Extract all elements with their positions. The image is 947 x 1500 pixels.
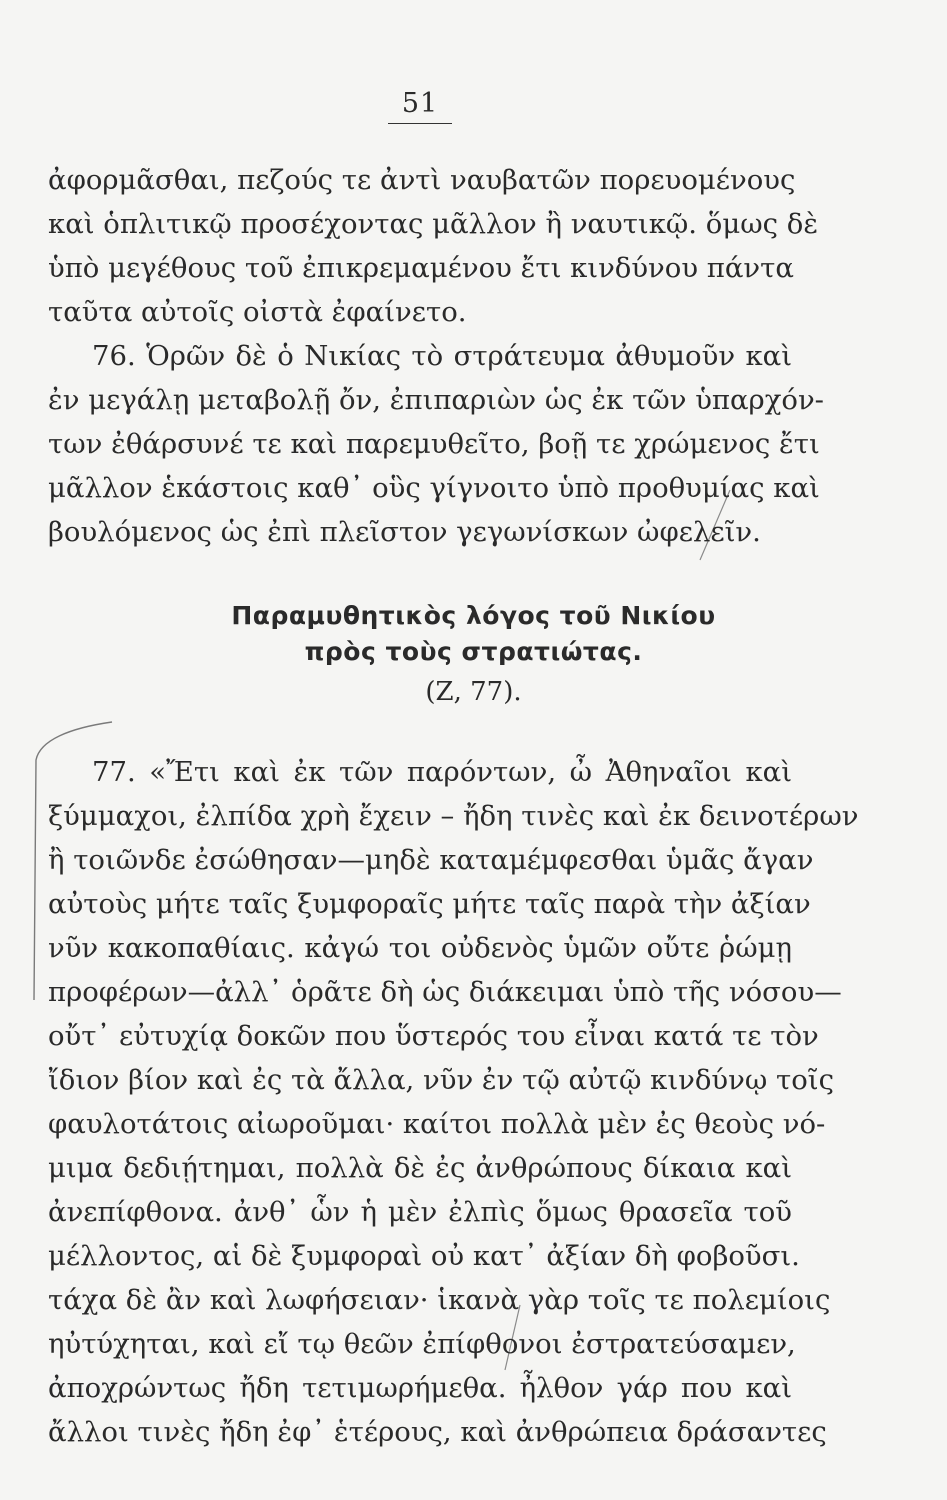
text-line: φαυλοτάτοις αἰωροῦμαι· καίτοι πολλὰ μὲν ἐς θεοὺς νό- [48, 1108, 826, 1140]
text-line: ἀποχρώντως ἤδη τετιμωρήμεθα. ἦλθον γάρ που καὶ [48, 1372, 792, 1404]
text-line: των ἐθάρσυνέ τε καὶ παρεμυθεῖτο, βοῇ τε χρώμενος ἔτι [48, 428, 820, 460]
section-heading: Παραμυθητικὸς λόγος τοῦ Νικίου [231, 601, 716, 630]
text-line: ἴδιον βίον καὶ ἐς τὰ ἄλλα, νῦν ἐν τῷ αὐτῷ κινδύνῳ τοῖς [48, 1064, 834, 1096]
text-line: ἀφορμᾶσθαι, πεζούς τε ἀντὶ ναυβατῶν πορευομένους [48, 164, 796, 196]
text-line: ἢ τοιῶνδε ἐσώθησαν—μηδὲ καταμέμφεσθαι ὑμᾶς ἄγαν [48, 844, 814, 876]
text-line: ηὐτύχηται, καὶ εἴ τῳ θεῶν ἐπίφθονοι ἐστρατεύσαμεν, [48, 1328, 796, 1360]
text-line: τάχα δὲ ἂν καὶ λωφήσειαν· ἱκανὰ γὰρ τοῖς τε πολεμίοις [48, 1284, 831, 1316]
text-line: βουλόμενος ὡς ἐπὶ πλεῖστον γεγωνίσκων ὠφελεῖν. [48, 516, 761, 548]
text-line: ἐν μεγάλῃ μεταβολῇ ὄν, ἐπιπαριὼν ὡς ἐκ τῶν ὑπαρχόν- [48, 384, 824, 416]
section-76-start: 76. Ὁρῶν δὲ ὁ Νικίας τὸ στράτευμα ἀθυμοῦν καὶ [92, 340, 792, 372]
text-line: ἀνεπίφθονα. ἀνθ᾽ ὧν ἡ μὲν ἐλπὶς ὅμως θρασεῖα τοῦ [48, 1196, 792, 1228]
text-line: ξύμμαχοι, ἐλπίδα χρὴ ἔχειν – ἤδη τινὲς καὶ ἐκ δεινοτέρων [48, 800, 859, 832]
text-line: ταῦτα αὐτοῖς οἰστὰ ἐφαίνετο. [48, 296, 467, 328]
text-line: μιμα δεδιῄτημαι, πολλὰ δὲ ἐς ἀνθρώπους δίκαια καὶ [48, 1152, 792, 1184]
section-heading-line-2: πρὸς τοὺς στρατιώτας. [304, 637, 643, 666]
text-line: μᾶλλον ἑκάστοις καθ᾽ οὓς γίγνοιτο ὑπὸ προθυμίας καὶ [48, 472, 820, 504]
text-line: νῦν κακοπαθίαις. κἀγώ τοι οὐδενὸς ὑμῶν οὔτε ῥώμῃ [48, 932, 792, 964]
section-77-start: 77. «Ἔτι καὶ ἐκ τῶν παρόντων, ὦ Ἀθηναῖοι καὶ [92, 756, 792, 788]
text-line: ὑπὸ μεγέθους τοῦ ἐπικρεμαμένου ἔτι κινδύνου πάντα [48, 252, 794, 284]
text-line: μέλλοντος, αἱ δὲ ξυμφοραὶ οὐ κατ᾽ ἀξίαν δὴ φοβοῦσι. [48, 1240, 800, 1272]
text-line: οὔτ᾽ εὐτυχίᾳ δοκῶν που ὕστερός του εἶναι κατά τε τὸν [48, 1020, 819, 1052]
text-line: αὐτοὺς μήτε ταῖς ξυμφοραῖς μήτε ταῖς παρὰ τὴν ἀξίαν [48, 888, 811, 920]
text-line: καὶ ὁπλιτικῷ προσέχοντας μᾶλλον ἢ ναυτικῷ. ὅμως δὲ [48, 208, 819, 240]
source-reference: (Ζ, 77). [425, 677, 522, 707]
text-line: προφέρων—ἀλλ᾽ ὁρᾶτε δὴ ὡς διάκειμαι ὑπὸ τῆς νόσου— [48, 976, 842, 1008]
page-number: 51 [388, 88, 452, 124]
text-line: ἄλλοι τινὲς ἤδη ἐφ᾽ ἑτέρους, καὶ ἀνθρώπεια δράσαντες [48, 1416, 827, 1448]
